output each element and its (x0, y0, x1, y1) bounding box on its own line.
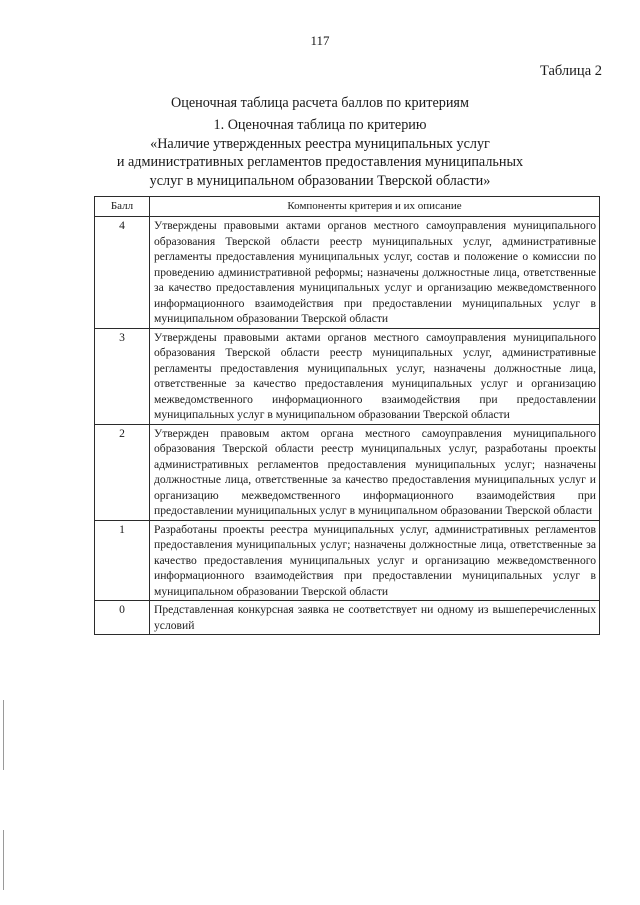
subtitle-line: «Наличие утвержденных реестра муниципальных услуг (150, 135, 490, 152)
description-cell: Утверждены правовыми актами органов местного самоуправления муниципального образования Тверской области реестр муниципальных услуг, административные регламенты предоставления муниципальных услуг, назначены должностные лица, ответственные за качество предоставления муниципальных услуг и организацию межведомственного информационного взаимодействия при предоставлении муниципальных услуг в муниципальном образовании Тверской области (150, 328, 600, 424)
criteria-table (94, 196, 600, 635)
table-row (95, 520, 600, 601)
subtitle (0, 116, 640, 190)
score-cell: 1 (95, 520, 150, 601)
subtitle-line: и административных регламентов предоставления муниципальных (116, 154, 524, 170)
scan-edge-mark (3, 830, 4, 890)
score-cell: 0 (95, 601, 150, 635)
scan-edge-mark (3, 700, 4, 770)
description-cell: Утвержден правовым актом органа местного самоуправления муниципального образования Тверской области реестр муниципальных услуг, разработаны проекты административных регламентов предоставления муниципальных услуг; назначены должностные лица, ответственные за качество предоставления муниципальных услуг и организацию межведомственного информационного взаимодействия при предоставлении муниципальных услуг в муниципальном образовании Тверской области (150, 424, 600, 520)
page-number: 117 (310, 33, 330, 48)
table-row (95, 601, 600, 635)
description-cell: Утверждены правовыми актами органов местного самоуправления муниципального образования Тверской области реестр муниципальных услуг, административные регламенты предоставления муниципальных услуг, состав и положение о комиссии по проведению административной реформы; назначены должностные лица, ответственные за качество предоставления муниципальных услуг и организацию межведомственного информационного взаимодействия при предоставлении муниципальных услуг в муниципальном образовании Тверской области (150, 217, 600, 329)
description-cell: Разработаны проекты реестра муниципальных услуг, административных регламентов предоставления муниципальных услуг; назначены должностные лица, ответственные за качество предоставления муниципальных услуг и организацию межведомственного информационного взаимодействия при предоставлении муниципальных услуг в муниципальном образовании Тверской области (150, 520, 600, 601)
score-cell: 3 (95, 328, 150, 424)
main-title: Оценочная таблица расчета баллов по критериям (171, 95, 469, 111)
description-column-header: Компоненты критерия и их описание (150, 197, 600, 217)
table-row (95, 424, 600, 520)
subtitle-line: услуг в муниципальном образовании Тверской области» (149, 172, 491, 189)
table-row (95, 328, 600, 424)
table-label: Таблица 2 (539, 63, 602, 79)
table-row (95, 217, 600, 329)
score-column-header: Балл (95, 197, 150, 217)
score-cell: 2 (95, 424, 150, 520)
subtitle-line: 1. Оценочная таблица по критерию (213, 117, 427, 133)
description-cell: Представленная конкурсная заявка не соответствует ни одному из вышеперечисленных условий (150, 601, 600, 635)
table-header-row (95, 197, 600, 217)
score-cell: 4 (95, 217, 150, 329)
